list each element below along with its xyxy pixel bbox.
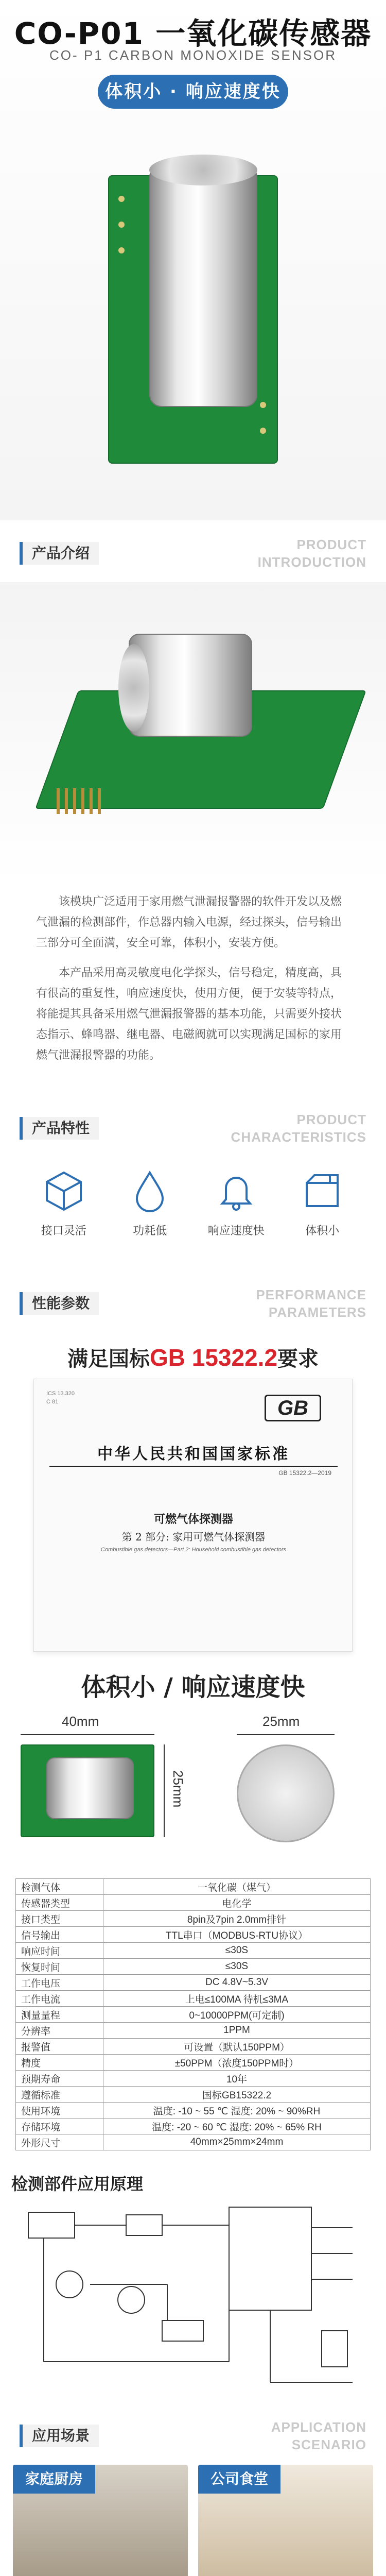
specs-row — [16, 1975, 371, 1991]
standard-suffix: 要求 — [277, 1348, 319, 1370]
specs-row — [16, 2071, 371, 2087]
standard-prefix: 满足国标 — [67, 1348, 150, 1370]
circuit-schematic — [13, 2197, 373, 2403]
specs-row — [16, 2119, 371, 2134]
doc-divider — [49, 1466, 338, 1467]
spec-value: 10年 — [103, 2071, 371, 2087]
spec-key: 响应时间 — [16, 1943, 103, 1959]
spec-value: 8pin及7pin 2.0mm排针 — [103, 1911, 371, 1927]
spec-key: 接口类型 — [16, 1911, 103, 1927]
specs-row — [16, 2007, 371, 2023]
principle-section — [0, 2150, 386, 2403]
intro-paragraph-2: 本产品采用高灵敏度电化学探头，信号稳定，精度高，具有很高的重复性，响应速度快，使用方便，便于安装等特点，将能提其具备采用燃气泄漏报警器的基本功能，只需要外接状态指示、蜂鸣器、继电器、电磁阀就可以实现满足国标的家用燃气泄漏报警器的功能。 — [36, 966, 342, 1061]
heading-en-line2: SCENARIO — [291, 2437, 366, 2452]
spec-key: 分辨率 — [16, 2023, 103, 2039]
section-heading-en — [258, 536, 366, 571]
spec-key: 恢复时间 — [16, 1959, 103, 1975]
hero-section — [0, 0, 386, 520]
spec-key: 遵循标准 — [16, 2087, 103, 2103]
spec-value: ≤30S — [103, 1943, 371, 1959]
specs-row — [16, 1991, 371, 2007]
heading-en-line1: PRODUCT — [296, 1112, 366, 1127]
size-diagram — [0, 1708, 386, 1863]
spec-value: ≤30S — [103, 1959, 371, 1975]
specs-row — [16, 1911, 371, 1927]
spec-key: 外形尺寸 — [16, 2134, 103, 2150]
spec-value: DC 4.8V~5.3V — [103, 1975, 371, 1991]
principle-title: 检测部件应用原理 — [11, 2175, 144, 2193]
feature-item — [289, 1167, 356, 1250]
pin — [65, 788, 68, 814]
spec-value: ±50PPM（浓度150PPM时） — [103, 2055, 371, 2071]
standard-document — [33, 1379, 353, 1652]
box-icon — [299, 1167, 345, 1214]
scenario-label: 公司食堂 — [198, 2465, 280, 2494]
height-dimension-line — [164, 1744, 165, 1837]
size-section — [0, 1652, 386, 1868]
solder-pad — [118, 196, 125, 202]
spec-key: 测量量程 — [16, 2007, 103, 2023]
spec-key: 精度 — [16, 2055, 103, 2071]
specs-row — [16, 1943, 371, 1959]
features-section — [0, 1095, 386, 1270]
pin — [73, 788, 76, 814]
pin — [98, 788, 101, 814]
doc-number: GB 15322.2—2019 — [278, 1469, 331, 1477]
doc-org: 中华人民共和国国家标准 — [97, 1445, 290, 1463]
heading-en-line2: PARAMETERS — [268, 1304, 366, 1320]
sensor-can — [149, 165, 257, 407]
height-label: 25mm — [170, 1770, 186, 1808]
spec-key: 传感器类型 — [16, 1895, 103, 1911]
page-subtitle: CO- P1 CARBON MONOXIDE SENSOR — [49, 47, 337, 63]
section-heading — [0, 520, 386, 582]
doc-ics: ICS 13.320 C 81 — [46, 1391, 75, 1405]
cube-icon — [41, 1167, 87, 1214]
specs-row — [16, 2087, 371, 2103]
feature-pill: 体积小 · 响应速度快 — [98, 75, 288, 109]
sensor-can-top — [149, 155, 257, 185]
features-row — [0, 1157, 386, 1270]
spec-value: 国标GB15322.2 — [103, 2087, 371, 2103]
spec-key: 预期寿命 — [16, 2071, 103, 2087]
scenario-home-kitchen — [13, 2465, 188, 2576]
specs-row — [16, 1959, 371, 1975]
specs-row — [16, 1927, 371, 1943]
width-label: 40mm — [62, 1714, 99, 1729]
section-heading-en — [271, 2418, 366, 2453]
specs-row — [16, 2039, 371, 2055]
section-heading-cn: 产品介绍 — [20, 542, 99, 565]
spec-value: 温度: -10 ~ 55 ℃ 湿度: 20% ~ 90%RH — [103, 2103, 371, 2119]
sensor-can-top — [118, 644, 149, 732]
spec-key: 报警值 — [16, 2039, 103, 2055]
spec-value: 上电≤100MA 待机≤3MA — [103, 1991, 371, 2007]
width-dimension-line — [21, 1734, 154, 1735]
scenario-label: 家庭厨房 — [13, 2465, 95, 2494]
circuit-diagram — [13, 2197, 373, 2403]
section-heading — [0, 1270, 386, 1332]
scenario-section — [0, 2403, 386, 2576]
intro-paragraph-1: 该模块广泛适用于家用燃气泄漏报警器的软件开发以及燃气泄漏的检测部件，作总器内输入电源，经过探头，信号输出三部分可全面满，安全可靠，体积小，安装方便。 — [36, 895, 342, 949]
section-heading-cn: 应用场景 — [20, 2425, 99, 2447]
spec-value: 0~10000PPM(可定制) — [103, 2007, 371, 2023]
heading-en-line2: CHARACTERISTICS — [231, 1129, 366, 1145]
pin — [57, 788, 60, 814]
spec-key: 工作电压 — [16, 1975, 103, 1991]
specs-row — [16, 2103, 371, 2119]
spec-key: 使用环境 — [16, 2103, 103, 2119]
water-drop-icon — [127, 1167, 173, 1214]
spec-value: 可设置（默认150PPM） — [103, 2039, 371, 2055]
specs-row — [16, 2023, 371, 2039]
page-title: CO-P01 一氧化碳传感器 — [14, 16, 372, 51]
doc-part: 第 2 部分: 家用可燃气体探测器 — [121, 1531, 266, 1543]
gb-logo: GB — [265, 1395, 321, 1421]
spec-value: 温度: -20 ~ 60 ℃ 湿度: 20% ~ 65% RH — [103, 2119, 371, 2134]
pin — [81, 788, 84, 814]
section-heading-en — [231, 1111, 366, 1146]
heading-en-line2: INTRODUCTION — [257, 554, 366, 570]
section-heading — [0, 1095, 386, 1157]
specs-row — [16, 1879, 371, 1895]
specs-section — [0, 1868, 386, 2150]
intro-text — [0, 881, 386, 1095]
specs-table — [15, 1878, 371, 2150]
feature-label: 接口灵活 — [41, 1224, 86, 1237]
solder-pad — [260, 402, 266, 408]
solder-pad — [260, 428, 266, 434]
feature-item — [30, 1167, 97, 1250]
standard-code: GB 15322.2 — [149, 1344, 278, 1371]
performance-section — [0, 1270, 386, 1652]
intro-section — [0, 520, 386, 1095]
solder-pad — [118, 222, 125, 228]
scenario-grid — [0, 2465, 386, 2576]
heading-en-line1: PRODUCT — [296, 537, 366, 552]
feature-item — [116, 1167, 183, 1250]
size-title: 体积小 / 响应速度快 — [81, 1673, 305, 1702]
spec-value: 40mm×25mm×24mm — [103, 2134, 371, 2150]
specs-row — [16, 2134, 371, 2150]
heading-en-line1: PERFORMANCE — [256, 1287, 366, 1302]
spec-key: 存储环境 — [16, 2119, 103, 2134]
intro-sensor-image — [0, 582, 386, 881]
feature-item — [203, 1167, 270, 1250]
spec-value: 1PPM — [103, 2023, 371, 2039]
hero-sensor-image — [77, 134, 309, 495]
solder-pad — [118, 247, 125, 253]
specs-row — [16, 1895, 371, 1911]
spec-key: 信号输出 — [16, 1927, 103, 1943]
spec-key: 检测气体 — [16, 1879, 103, 1895]
standard-title — [0, 1332, 386, 1379]
spec-value: 一氧化碳（煤气） — [103, 1879, 371, 1895]
scenario-company-canteen — [198, 2465, 373, 2576]
section-heading — [0, 2403, 386, 2465]
spec-value: TTL串口（MODBUS-RTU协议） — [103, 1927, 371, 1943]
doc-name-en: Combustible gas detectors—Part 2: Household combustible gas detectors — [100, 1547, 287, 1553]
feature-label: 响应速度快 — [207, 1224, 265, 1237]
coin-dimension-line — [237, 1734, 335, 1735]
sensor-can — [46, 1757, 134, 1819]
specs-row — [16, 2055, 371, 2071]
bell-icon — [213, 1167, 259, 1214]
section-heading-cn: 产品特性 — [20, 1117, 99, 1140]
feature-label: 体积小 — [305, 1224, 340, 1237]
doc-name: 可燃气体探测器 — [153, 1513, 233, 1526]
spec-key: 工作电流 — [16, 1991, 103, 2007]
coin-icon — [237, 1744, 335, 1842]
section-heading-cn: 性能参数 — [20, 1292, 99, 1315]
section-heading-en — [256, 1286, 366, 1321]
feature-label: 功耗低 — [133, 1224, 167, 1237]
pin — [90, 788, 93, 814]
coin-label: 25mm — [262, 1714, 300, 1729]
spec-value: 电化学 — [103, 1895, 371, 1911]
heading-en-line1: APPLICATION — [271, 2419, 366, 2435]
